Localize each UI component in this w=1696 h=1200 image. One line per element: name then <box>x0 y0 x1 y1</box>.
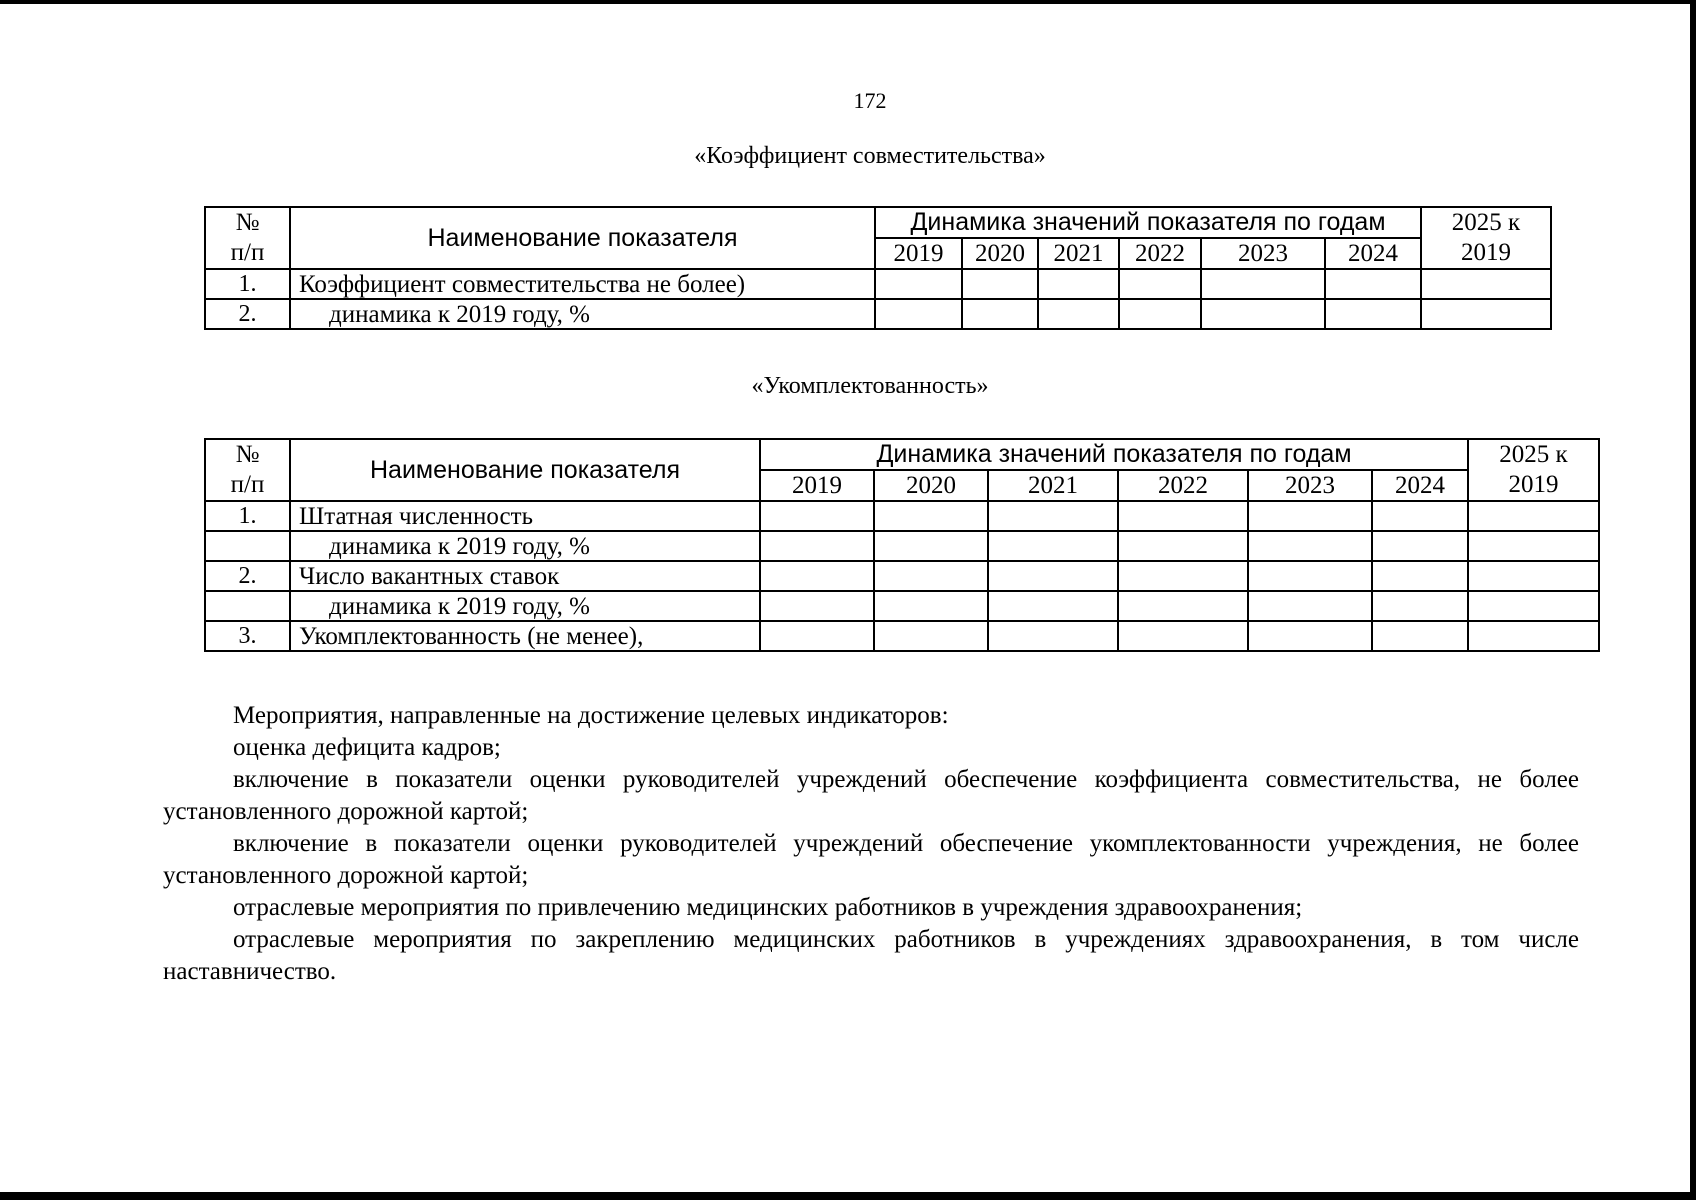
measure-item: включение в показатели оценки руководителей учреждений обеспечение коэффициента совместительства, не более установленного дорожной картой; <box>163 766 1579 825</box>
table1-body <box>205 207 1551 329</box>
value-cell <box>874 561 988 591</box>
value-cell <box>1468 531 1599 561</box>
value-cell <box>1118 621 1248 651</box>
page-border-top <box>0 0 1696 4</box>
table1-row <box>205 269 1551 299</box>
row-number: 1. <box>205 269 290 299</box>
table1-year: 2024 <box>1325 238 1421 269</box>
row-name: Коэффициент совместительства не более) <box>290 269 875 299</box>
page-border-bottom <box>0 1192 1696 1200</box>
table2-header-name: Наименование показателя <box>290 439 760 501</box>
row-name: динамика к 2019 году, % <box>290 591 760 621</box>
table1-header-name: Наименование показателя <box>290 207 875 269</box>
table2-header-last: 2025 к 2019 <box>1468 439 1599 501</box>
value-cell <box>1325 299 1421 329</box>
value-cell <box>988 501 1118 531</box>
table2-row <box>205 621 1599 651</box>
table-coefficient <box>204 206 1552 330</box>
measure-item: оценка дефицита кадров; <box>233 734 501 761</box>
table1-year: 2021 <box>1038 238 1119 269</box>
value-cell <box>1372 591 1468 621</box>
value-cell <box>1118 501 1248 531</box>
value-cell <box>988 591 1118 621</box>
value-cell <box>1248 621 1372 651</box>
table2-row <box>205 501 1599 531</box>
table1-header-dynamics: Динамика значений показателя по годам <box>875 207 1421 238</box>
value-cell <box>1421 299 1551 329</box>
measure-item: отраслевые мероприятия по привлечению медицинских работников в учреждения здравоохранения; <box>233 894 1303 921</box>
value-cell <box>1201 299 1325 329</box>
table1-year: 2022 <box>1119 238 1201 269</box>
table1-header-last: 2025 к 2019 <box>1421 207 1551 269</box>
measures-intro: Мероприятия, направленные на достижение целевых индикаторов: <box>233 702 949 729</box>
table2-header-num: № п/п <box>205 439 290 501</box>
row-number: 2. <box>205 299 290 329</box>
value-cell <box>1468 561 1599 591</box>
table2-row <box>205 591 1599 621</box>
value-cell <box>1118 531 1248 561</box>
value-cell <box>1468 501 1599 531</box>
table2-year: 2019 <box>760 470 874 501</box>
value-cell <box>874 501 988 531</box>
value-cell <box>1468 621 1599 651</box>
table2-row <box>205 531 1599 561</box>
measure-item: отраслевые мероприятия по закреплению медицинских работников в учреждениях здравоохранения, в том числе наставничество. <box>163 926 1579 985</box>
table2-body <box>205 439 1599 651</box>
table1-year: 2020 <box>962 238 1038 269</box>
row-name: Штатная численность <box>290 501 760 531</box>
table1-header-row-1 <box>205 207 1551 238</box>
row-name: динамика к 2019 году, % <box>290 299 875 329</box>
value-cell <box>1248 531 1372 561</box>
table2-year: 2020 <box>874 470 988 501</box>
table1-row <box>205 299 1551 329</box>
row-name: динамика к 2019 году, % <box>290 531 760 561</box>
measure-item: включение в показатели оценки руководителей учреждений обеспечение укомплектованности учреждения, не более установленного дорожной картой; <box>163 830 1579 889</box>
table2-year: 2021 <box>988 470 1118 501</box>
value-cell <box>1372 531 1468 561</box>
row-number: 1. <box>205 501 290 531</box>
table2-row <box>205 561 1599 591</box>
value-cell <box>1421 269 1551 299</box>
value-cell <box>962 269 1038 299</box>
value-cell <box>1248 561 1372 591</box>
value-cell <box>1118 561 1248 591</box>
value-cell <box>875 269 962 299</box>
value-cell <box>1118 591 1248 621</box>
row-name: Число вакантных ставок <box>290 561 760 591</box>
value-cell <box>1248 591 1372 621</box>
value-cell <box>760 531 874 561</box>
value-cell <box>988 561 1118 591</box>
value-cell <box>1372 621 1468 651</box>
table2-header-dynamics: Динамика значений показателя по годам <box>760 439 1468 470</box>
value-cell <box>874 621 988 651</box>
value-cell <box>988 531 1118 561</box>
value-cell <box>1119 299 1201 329</box>
value-cell <box>1372 561 1468 591</box>
row-name: Укомплектованность (не менее), <box>290 621 760 651</box>
row-number <box>205 531 290 561</box>
value-cell <box>760 591 874 621</box>
value-cell <box>1325 269 1421 299</box>
value-cell <box>988 621 1118 651</box>
table2-title: «Укомплектованность» <box>751 373 989 399</box>
value-cell <box>1038 269 1119 299</box>
table1-year: 2023 <box>1201 238 1325 269</box>
value-cell <box>1038 299 1119 329</box>
value-cell <box>1248 501 1372 531</box>
value-cell <box>1119 269 1201 299</box>
row-number <box>205 591 290 621</box>
table2-header-row-1 <box>205 439 1599 470</box>
value-cell <box>1201 269 1325 299</box>
table2-year: 2023 <box>1248 470 1372 501</box>
value-cell <box>760 621 874 651</box>
value-cell <box>874 591 988 621</box>
page-border-right <box>1690 0 1696 1200</box>
row-number: 2. <box>205 561 290 591</box>
value-cell <box>962 299 1038 329</box>
table2-year: 2022 <box>1118 470 1248 501</box>
value-cell <box>874 531 988 561</box>
measures-text <box>163 700 1579 988</box>
value-cell <box>760 561 874 591</box>
table1-title: «Коэффициент совместительства» <box>694 143 1046 169</box>
table1-header-num: № п/п <box>205 207 290 269</box>
value-cell <box>1372 501 1468 531</box>
value-cell <box>875 299 962 329</box>
table-staffing <box>204 438 1600 652</box>
page-number: 172 <box>853 88 887 113</box>
value-cell <box>1468 591 1599 621</box>
table1-year: 2019 <box>875 238 962 269</box>
row-number: 3. <box>205 621 290 651</box>
value-cell <box>760 501 874 531</box>
table2-year: 2024 <box>1372 470 1468 501</box>
